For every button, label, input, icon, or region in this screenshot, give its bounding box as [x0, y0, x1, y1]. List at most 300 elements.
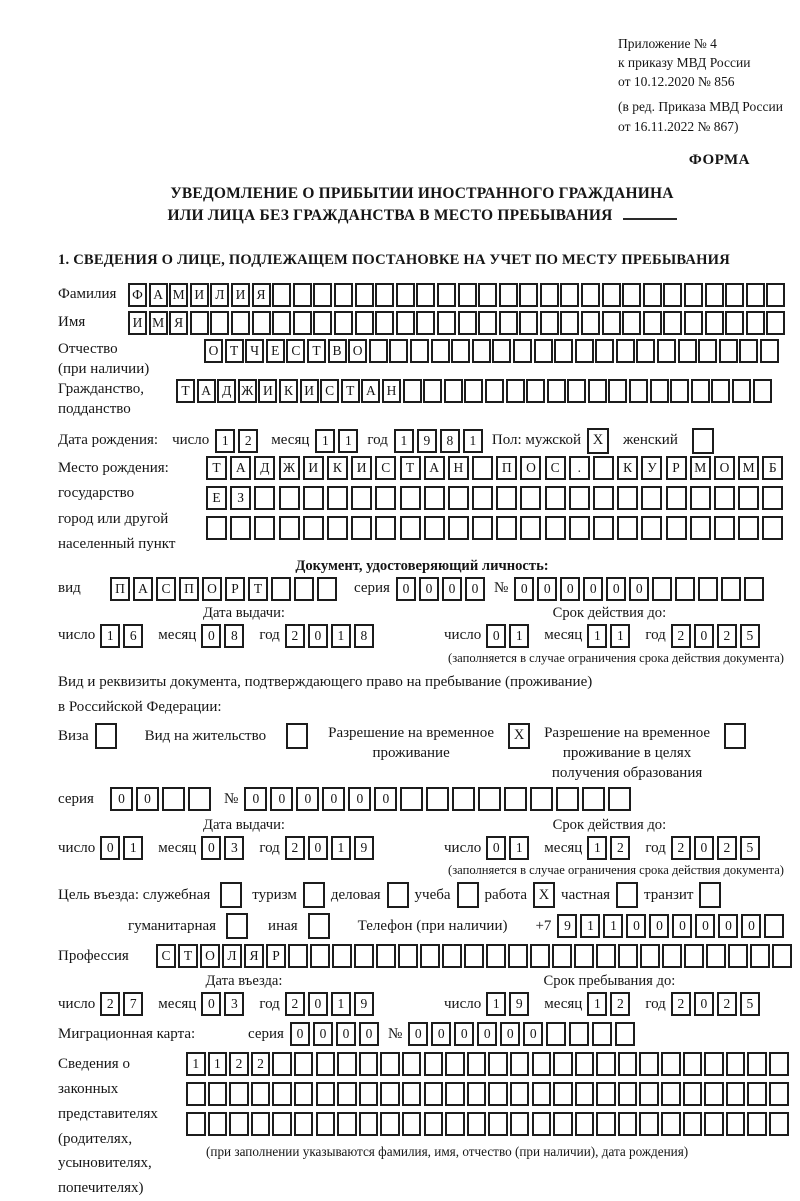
char-cell[interactable] [661, 1082, 681, 1106]
char-cell[interactable]: 9 [354, 836, 374, 860]
char-cell[interactable]: 0 [694, 836, 714, 860]
char-cell[interactable]: М [169, 283, 188, 307]
char-cell[interactable] [445, 1112, 465, 1136]
char-cell[interactable] [492, 339, 511, 363]
char-cell[interactable]: 1 [215, 429, 235, 453]
char-cell[interactable]: 0 [201, 992, 221, 1016]
char-cell[interactable] [726, 1112, 746, 1136]
char-cell[interactable] [506, 379, 525, 403]
char-cell[interactable] [608, 379, 627, 403]
char-cell[interactable] [766, 283, 785, 307]
char-cell[interactable]: 2 [610, 836, 630, 860]
char-cell[interactable] [400, 787, 423, 811]
char-cell[interactable] [448, 486, 469, 510]
char-cell[interactable] [351, 516, 372, 540]
char-cell[interactable] [375, 486, 396, 510]
char-cell[interactable] [554, 339, 573, 363]
char-cell[interactable]: 1 [587, 836, 607, 860]
char-cell[interactable]: О [714, 456, 735, 480]
char-cell[interactable] [334, 311, 353, 335]
char-cell[interactable]: Т [178, 944, 198, 968]
char-cell[interactable] [310, 944, 330, 968]
char-cell[interactable] [464, 379, 483, 403]
char-cell[interactable]: 0 [308, 992, 328, 1016]
char-cell[interactable] [618, 944, 638, 968]
char-cell[interactable] [560, 311, 579, 335]
char-cell[interactable]: Е [206, 486, 227, 510]
char-cell[interactable] [467, 1052, 487, 1076]
char-cell[interactable] [375, 283, 394, 307]
char-cell[interactable] [546, 1022, 566, 1046]
char-cell[interactable] [355, 311, 374, 335]
char-cell[interactable]: 2 [251, 1052, 271, 1076]
char-cell[interactable]: Ж [238, 379, 257, 403]
char-cell[interactable] [208, 1082, 228, 1106]
char-cell[interactable] [714, 516, 735, 540]
char-cell[interactable] [190, 311, 209, 335]
char-cell[interactable] [532, 1082, 552, 1106]
char-cell[interactable] [294, 577, 314, 601]
char-cell[interactable]: 1 [394, 429, 414, 453]
char-cell[interactable] [545, 486, 566, 510]
char-cell[interactable] [704, 1082, 724, 1106]
char-cell[interactable] [691, 379, 710, 403]
char-cell[interactable] [618, 1082, 638, 1106]
char-cell[interactable] [746, 283, 765, 307]
char-cell[interactable]: 2 [285, 836, 305, 860]
char-cell[interactable] [510, 1052, 530, 1076]
char-cell[interactable] [617, 516, 638, 540]
char-cell[interactable] [272, 1052, 292, 1076]
char-cell[interactable] [661, 1112, 681, 1136]
char-cell[interactable] [726, 1052, 746, 1076]
char-cell[interactable] [355, 283, 374, 307]
purpose-gumanitarnaya-checkbox[interactable] [226, 913, 248, 939]
char-cell[interactable] [639, 1112, 659, 1136]
char-cell[interactable] [452, 787, 475, 811]
char-cell[interactable]: Б [762, 456, 783, 480]
char-cell[interactable] [739, 339, 758, 363]
char-cell[interactable]: 0 [442, 577, 462, 601]
char-cell[interactable]: С [286, 339, 305, 363]
char-cell[interactable] [337, 1112, 357, 1136]
char-cell[interactable]: 2 [285, 624, 305, 648]
char-cell[interactable]: 1 [331, 992, 351, 1016]
char-cell[interactable] [398, 944, 418, 968]
char-cell[interactable]: 1 [580, 914, 600, 938]
char-cell[interactable] [426, 787, 449, 811]
char-cell[interactable]: Д [217, 379, 236, 403]
char-cell[interactable]: М [738, 456, 759, 480]
char-cell[interactable] [753, 379, 772, 403]
char-cell[interactable]: П [179, 577, 199, 601]
purpose-inaya-checkbox[interactable] [308, 913, 330, 939]
char-cell[interactable] [747, 1112, 767, 1136]
char-cell[interactable]: 0 [308, 836, 328, 860]
rvp-checkbox[interactable]: X [508, 723, 530, 749]
char-cell[interactable]: С [156, 944, 176, 968]
char-cell[interactable] [375, 311, 394, 335]
char-cell[interactable]: М [149, 311, 168, 335]
char-cell[interactable] [472, 456, 493, 480]
char-cell[interactable] [424, 1112, 444, 1136]
char-cell[interactable] [596, 1052, 616, 1076]
char-cell[interactable] [769, 1052, 789, 1076]
char-cell[interactable]: 2 [610, 992, 630, 1016]
char-cell[interactable] [663, 311, 682, 335]
char-cell[interactable]: Ж [279, 456, 300, 480]
char-cell[interactable] [400, 516, 421, 540]
char-cell[interactable]: 0 [486, 624, 506, 648]
char-cell[interactable]: Т [341, 379, 360, 403]
char-cell[interactable] [602, 311, 621, 335]
char-cell[interactable] [746, 311, 765, 335]
char-cell[interactable]: 0 [308, 624, 328, 648]
char-cell[interactable] [553, 1112, 573, 1136]
char-cell[interactable] [451, 339, 470, 363]
char-cell[interactable] [279, 516, 300, 540]
char-cell[interactable] [762, 516, 783, 540]
char-cell[interactable] [657, 339, 676, 363]
char-cell[interactable]: 2 [100, 992, 120, 1016]
char-cell[interactable] [162, 787, 185, 811]
char-cell[interactable]: 1 [509, 836, 529, 860]
char-cell[interactable]: 0 [201, 624, 221, 648]
char-cell[interactable] [485, 379, 504, 403]
char-cell[interactable]: Е [266, 339, 285, 363]
char-cell[interactable]: 1 [509, 624, 529, 648]
char-cell[interactable]: Л [222, 944, 242, 968]
char-cell[interactable] [380, 1082, 400, 1106]
char-cell[interactable] [725, 283, 744, 307]
char-cell[interactable]: 0 [629, 577, 649, 601]
char-cell[interactable]: 0 [694, 992, 714, 1016]
char-cell[interactable]: Р [666, 456, 687, 480]
char-cell[interactable] [711, 379, 730, 403]
char-cell[interactable] [293, 283, 312, 307]
char-cell[interactable]: Т [225, 339, 244, 363]
char-cell[interactable] [553, 1082, 573, 1106]
char-cell[interactable]: Т [248, 577, 268, 601]
char-cell[interactable] [556, 787, 579, 811]
purpose-ucheba-checkbox[interactable] [457, 882, 479, 908]
char-cell[interactable]: 0 [486, 836, 506, 860]
char-cell[interactable]: Д [254, 456, 275, 480]
char-cell[interactable] [575, 1112, 595, 1136]
char-cell[interactable] [569, 1022, 589, 1046]
char-cell[interactable] [690, 486, 711, 510]
char-cell[interactable]: А [149, 283, 168, 307]
char-cell[interactable]: Л [210, 283, 229, 307]
char-cell[interactable] [294, 1052, 314, 1076]
char-cell[interactable] [254, 486, 275, 510]
sex-male-checkbox[interactable]: X [587, 428, 609, 454]
char-cell[interactable]: 2 [717, 992, 737, 1016]
char-cell[interactable] [254, 516, 275, 540]
char-cell[interactable]: 0 [523, 1022, 543, 1046]
char-cell[interactable] [769, 1082, 789, 1106]
char-cell[interactable]: 8 [440, 429, 460, 453]
char-cell[interactable] [359, 1052, 379, 1076]
char-cell[interactable] [472, 516, 493, 540]
char-cell[interactable] [519, 311, 538, 335]
char-cell[interactable] [588, 379, 607, 403]
char-cell[interactable] [608, 787, 631, 811]
char-cell[interactable] [272, 311, 291, 335]
char-cell[interactable]: К [279, 379, 298, 403]
char-cell[interactable]: 1 [100, 624, 120, 648]
char-cell[interactable] [424, 516, 445, 540]
char-cell[interactable] [508, 944, 528, 968]
char-cell[interactable]: 2 [285, 992, 305, 1016]
char-cell[interactable] [764, 914, 784, 938]
char-cell[interactable] [478, 787, 501, 811]
char-cell[interactable] [206, 516, 227, 540]
char-cell[interactable]: К [617, 456, 638, 480]
char-cell[interactable] [437, 283, 456, 307]
char-cell[interactable]: 0 [313, 1022, 333, 1046]
char-cell[interactable]: 8 [224, 624, 244, 648]
char-cell[interactable]: О [204, 339, 223, 363]
char-cell[interactable] [327, 516, 348, 540]
char-cell[interactable] [458, 283, 477, 307]
char-cell[interactable] [560, 283, 579, 307]
char-cell[interactable]: 0 [649, 914, 669, 938]
char-cell[interactable]: 0 [454, 1022, 474, 1046]
char-cell[interactable] [420, 944, 440, 968]
char-cell[interactable]: 0 [336, 1022, 356, 1046]
char-cell[interactable] [313, 283, 332, 307]
char-cell[interactable] [704, 1052, 724, 1076]
char-cell[interactable]: 0 [741, 914, 761, 938]
char-cell[interactable] [186, 1082, 206, 1106]
char-cell[interactable]: 0 [322, 787, 345, 811]
char-cell[interactable] [596, 1082, 616, 1106]
char-cell[interactable] [294, 1082, 314, 1106]
char-cell[interactable]: С [375, 456, 396, 480]
char-cell[interactable]: 0 [100, 836, 120, 860]
char-cell[interactable]: 0 [514, 577, 534, 601]
char-cell[interactable] [666, 486, 687, 510]
char-cell[interactable]: 0 [396, 577, 416, 601]
char-cell[interactable]: О [520, 456, 541, 480]
char-cell[interactable] [683, 1052, 703, 1076]
char-cell[interactable] [359, 1112, 379, 1136]
char-cell[interactable] [705, 283, 724, 307]
char-cell[interactable] [424, 1052, 444, 1076]
char-cell[interactable]: 0 [270, 787, 293, 811]
char-cell[interactable] [705, 311, 724, 335]
char-cell[interactable] [488, 1112, 508, 1136]
char-cell[interactable] [719, 339, 738, 363]
char-cell[interactable] [640, 944, 660, 968]
char-cell[interactable] [316, 1112, 336, 1136]
char-cell[interactable]: 6 [123, 624, 143, 648]
char-cell[interactable]: 1 [486, 992, 506, 1016]
char-cell[interactable]: И [303, 456, 324, 480]
char-cell[interactable]: 1 [603, 914, 623, 938]
char-cell[interactable] [486, 944, 506, 968]
char-cell[interactable] [602, 283, 621, 307]
char-cell[interactable] [629, 379, 648, 403]
char-cell[interactable]: В [328, 339, 347, 363]
char-cell[interactable]: 0 [560, 577, 580, 601]
residence-checkbox[interactable] [286, 723, 308, 749]
char-cell[interactable] [467, 1082, 487, 1106]
char-cell[interactable] [545, 516, 566, 540]
char-cell[interactable] [488, 1052, 508, 1076]
char-cell[interactable] [714, 486, 735, 510]
char-cell[interactable] [402, 1052, 422, 1076]
purpose-chastnaya-checkbox[interactable] [616, 882, 638, 908]
char-cell[interactable] [316, 1052, 336, 1076]
char-cell[interactable]: 8 [354, 624, 374, 648]
char-cell[interactable] [472, 486, 493, 510]
char-cell[interactable]: 2 [717, 624, 737, 648]
char-cell[interactable]: У [641, 456, 662, 480]
char-cell[interactable] [526, 379, 545, 403]
char-cell[interactable] [458, 311, 477, 335]
char-cell[interactable] [582, 787, 605, 811]
char-cell[interactable] [684, 311, 703, 335]
char-cell[interactable] [496, 486, 517, 510]
char-cell[interactable] [288, 944, 308, 968]
char-cell[interactable] [747, 1052, 767, 1076]
char-cell[interactable]: 9 [354, 992, 374, 1016]
char-cell[interactable]: 2 [229, 1052, 249, 1076]
char-cell[interactable]: 2 [671, 624, 691, 648]
char-cell[interactable] [396, 311, 415, 335]
char-cell[interactable]: 1 [186, 1052, 206, 1076]
char-cell[interactable]: Т [176, 379, 195, 403]
char-cell[interactable] [316, 1082, 336, 1106]
char-cell[interactable]: 0 [537, 577, 557, 601]
char-cell[interactable]: . [569, 456, 590, 480]
char-cell[interactable]: 5 [740, 624, 760, 648]
char-cell[interactable] [293, 311, 312, 335]
char-cell[interactable] [726, 1082, 746, 1106]
char-cell[interactable]: 0 [296, 787, 319, 811]
char-cell[interactable] [738, 486, 759, 510]
char-cell[interactable]: 1 [331, 836, 351, 860]
char-cell[interactable]: 1 [463, 429, 483, 453]
char-cell[interactable] [769, 1112, 789, 1136]
char-cell[interactable]: 0 [583, 577, 603, 601]
char-cell[interactable]: 0 [348, 787, 371, 811]
char-cell[interactable] [271, 577, 291, 601]
char-cell[interactable] [400, 486, 421, 510]
char-cell[interactable] [641, 486, 662, 510]
char-cell[interactable] [294, 1112, 314, 1136]
char-cell[interactable] [445, 1082, 465, 1106]
char-cell[interactable] [684, 283, 703, 307]
char-cell[interactable]: П [110, 577, 130, 601]
char-cell[interactable]: С [156, 577, 176, 601]
char-cell[interactable] [615, 1022, 635, 1046]
char-cell[interactable] [534, 339, 553, 363]
char-cell[interactable]: 2 [717, 836, 737, 860]
purpose-turizm-checkbox[interactable] [303, 882, 325, 908]
char-cell[interactable]: 0 [359, 1022, 379, 1046]
char-cell[interactable] [488, 1082, 508, 1106]
char-cell[interactable] [334, 283, 353, 307]
char-cell[interactable] [499, 311, 518, 335]
char-cell[interactable]: Я [252, 283, 271, 307]
char-cell[interactable]: А [424, 456, 445, 480]
char-cell[interactable]: 0 [419, 577, 439, 601]
char-cell[interactable] [424, 1082, 444, 1106]
char-cell[interactable] [675, 577, 695, 601]
char-cell[interactable] [661, 1052, 681, 1076]
char-cell[interactable] [313, 311, 332, 335]
char-cell[interactable] [581, 311, 600, 335]
char-cell[interactable] [496, 516, 517, 540]
char-cell[interactable] [616, 339, 635, 363]
char-cell[interactable] [639, 1082, 659, 1106]
char-cell[interactable] [772, 944, 792, 968]
char-cell[interactable]: 0 [606, 577, 626, 601]
char-cell[interactable] [747, 1082, 767, 1106]
char-cell[interactable] [252, 311, 271, 335]
char-cell[interactable] [337, 1052, 357, 1076]
char-cell[interactable] [684, 944, 704, 968]
char-cell[interactable] [520, 516, 541, 540]
char-cell[interactable] [725, 311, 744, 335]
char-cell[interactable]: 1 [123, 836, 143, 860]
char-cell[interactable] [380, 1052, 400, 1076]
char-cell[interactable]: Р [266, 944, 286, 968]
char-cell[interactable] [569, 516, 590, 540]
char-cell[interactable]: 5 [740, 836, 760, 860]
char-cell[interactable] [617, 486, 638, 510]
char-cell[interactable]: 0 [408, 1022, 428, 1046]
char-cell[interactable]: 0 [374, 787, 397, 811]
char-cell[interactable] [520, 486, 541, 510]
char-cell[interactable]: 1 [315, 429, 335, 453]
char-cell[interactable] [272, 283, 291, 307]
char-cell[interactable] [376, 944, 396, 968]
char-cell[interactable] [683, 1082, 703, 1106]
char-cell[interactable] [704, 1112, 724, 1136]
char-cell[interactable] [650, 379, 669, 403]
char-cell[interactable] [389, 339, 408, 363]
char-cell[interactable]: О [202, 577, 222, 601]
char-cell[interactable]: Т [400, 456, 421, 480]
char-cell[interactable] [762, 486, 783, 510]
char-cell[interactable] [423, 379, 442, 403]
char-cell[interactable] [210, 311, 229, 335]
char-cell[interactable]: И [231, 283, 250, 307]
char-cell[interactable] [662, 944, 682, 968]
char-cell[interactable] [472, 339, 491, 363]
char-cell[interactable]: А [361, 379, 380, 403]
char-cell[interactable] [683, 1112, 703, 1136]
purpose-sluzhebnaya-checkbox[interactable] [220, 882, 242, 908]
char-cell[interactable] [188, 787, 211, 811]
purpose-tranzit-checkbox[interactable] [699, 882, 721, 908]
char-cell[interactable] [552, 944, 572, 968]
char-cell[interactable]: 0 [672, 914, 692, 938]
char-cell[interactable] [337, 1082, 357, 1106]
char-cell[interactable]: А [230, 456, 251, 480]
char-cell[interactable] [402, 1082, 422, 1106]
char-cell[interactable] [327, 486, 348, 510]
char-cell[interactable] [540, 311, 559, 335]
char-cell[interactable] [272, 1082, 292, 1106]
char-cell[interactable] [641, 516, 662, 540]
char-cell[interactable] [581, 283, 600, 307]
char-cell[interactable]: 9 [557, 914, 577, 938]
